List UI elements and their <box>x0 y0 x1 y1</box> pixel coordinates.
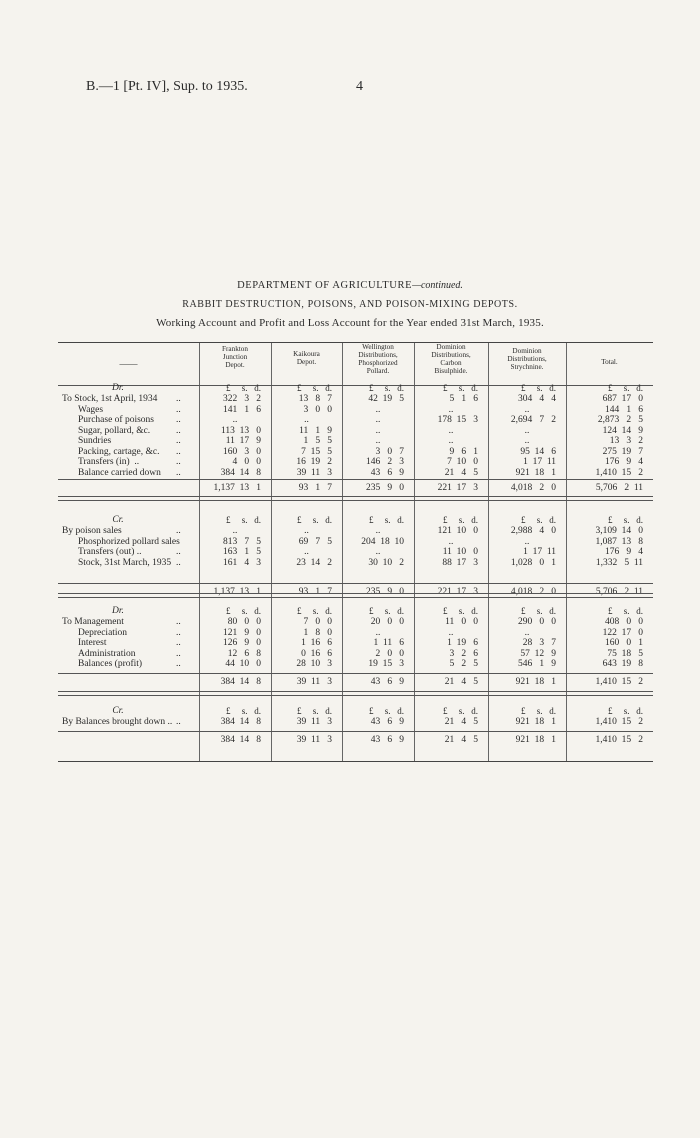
cell-value: 1,410 15 2 <box>595 467 643 478</box>
currency-heading: £ s. d. <box>225 515 261 525</box>
leader-dots: .. <box>176 617 181 627</box>
side-label: Cr. <box>112 515 124 525</box>
cell-value: .. <box>375 547 381 557</box>
cell-value: 121 10 0 <box>437 526 478 536</box>
leader-dots: .. <box>176 404 181 415</box>
cell-value: 121 9 0 <box>223 627 261 638</box>
column-header-line: Pollard. <box>366 367 390 375</box>
row-label: Packing, cartage, &c. <box>78 446 160 457</box>
side-label: Cr. <box>112 706 124 716</box>
cell-value: .. <box>232 526 238 536</box>
currency-heading: £ s. d. <box>442 606 478 616</box>
cell-value: 1 17 11 <box>523 547 556 557</box>
column-header-line: Junction <box>222 353 248 361</box>
cell-value: .. <box>375 436 381 446</box>
cell-value: .. <box>304 526 309 536</box>
currency-heading: £ s. d. <box>520 706 556 716</box>
cell-value: 161 4 3 <box>223 557 261 568</box>
column-header-line: Kaikoura <box>293 350 320 358</box>
column-header-c6 <box>566 358 653 366</box>
cell-value: 39 11 3 <box>296 467 332 478</box>
row-label: Administration <box>78 648 136 659</box>
total-value: 21 4 5 <box>444 677 478 687</box>
row-label: Depreciation <box>78 627 128 638</box>
cell-value: 11 10 0 <box>442 547 478 557</box>
section-title: RABBIT DESTRUCTION, POISONS, AND POISON-MIXING DEPOTS. <box>182 299 518 310</box>
cell-value: 113 13 0 <box>220 425 261 436</box>
cell-value: .. <box>304 547 309 557</box>
column-header-line: Total. <box>601 358 618 366</box>
cell-value: .. <box>524 404 530 415</box>
leader-dots: .. <box>176 717 181 727</box>
total-value: 1,137 13 1 <box>213 587 261 597</box>
cell-value: 5 2 5 <box>449 659 478 669</box>
cell-value: .. <box>524 536 530 547</box>
cell-value: 384 14 8 <box>220 717 261 727</box>
account-title: Working Account and Profit and Loss Account for the Year ended 31st March, 1935. <box>156 317 544 329</box>
total-value: 5,706 2 11 <box>595 587 643 597</box>
title-block <box>0 280 700 329</box>
cell-value: 20 0 0 <box>370 617 404 627</box>
cell-value: 163 1 5 <box>223 547 261 557</box>
column-header-line: Strychnine. <box>510 363 544 371</box>
row-label: To Management <box>62 617 124 627</box>
leader-dots: .. <box>176 547 181 557</box>
cell-value: 57 12 9 <box>520 648 556 659</box>
cell-value: 813 7 5 <box>223 536 261 547</box>
leader-dots: .. <box>176 526 181 536</box>
cell-value: 1,410 15 2 <box>595 717 643 727</box>
cell-value: 16 19 2 <box>296 457 332 467</box>
row-label: Phosphorized pollard sales <box>78 536 180 547</box>
cell-value: 12 6 8 <box>227 648 261 659</box>
subtotal-rule <box>58 731 653 732</box>
leader-dots: .. <box>176 457 181 467</box>
currency-heading: £ s. d. <box>296 515 332 525</box>
column-header-line: Dominion <box>512 347 542 355</box>
cell-value: 2,873 2 5 <box>597 415 643 425</box>
cell-value: .. <box>375 526 381 536</box>
column-header-line: Dominion <box>436 343 466 351</box>
total-value: 1,410 15 2 <box>595 735 643 745</box>
cell-value: 7 10 0 <box>447 457 478 467</box>
cell-value: 75 18 5 <box>607 648 643 659</box>
cell-value: .. <box>375 404 381 415</box>
cell-value: 1,028 0 1 <box>510 557 556 568</box>
leader-dots: .. <box>176 557 181 568</box>
currency-heading: £ s. d. <box>368 515 404 525</box>
blank-column-header: —— <box>119 359 138 369</box>
cell-value: 0 16 6 <box>301 648 332 659</box>
total-value: 384 14 8 <box>220 735 261 745</box>
column-header-line: Carbon <box>440 359 462 367</box>
total-value: 39 11 3 <box>296 735 332 745</box>
side-label: Dr. <box>112 606 124 616</box>
cell-value: 144 1 6 <box>605 404 643 415</box>
total-value: 4,018 2 0 <box>510 587 556 597</box>
cell-value: 19 15 3 <box>368 659 404 669</box>
cell-value: .. <box>448 425 454 436</box>
leader-dots: .. <box>176 627 181 638</box>
cell-value: 21 4 5 <box>444 467 478 478</box>
cell-value: .. <box>232 415 238 425</box>
cell-value: 13 3 2 <box>609 436 643 446</box>
subtotal-rule <box>58 673 653 674</box>
row-label: To Stock, 1st April, 1934 <box>62 394 158 404</box>
leader-dots: .. <box>176 446 181 457</box>
cell-value: 23 14 2 <box>296 557 332 568</box>
cell-value: 28 10 3 <box>296 659 332 669</box>
running-head <box>86 79 248 95</box>
total-value: 221 17 3 <box>437 483 478 493</box>
department-title-main: DEPARTMENT OF AGRICULTURE <box>237 280 413 291</box>
total-value: 43 6 9 <box>370 735 404 745</box>
cell-value: 1 16 6 <box>301 638 332 648</box>
currency-heading: £ s. d. <box>442 383 478 393</box>
currency-heading: £ s. d. <box>607 383 643 393</box>
cell-value: 2,694 7 2 <box>510 415 556 425</box>
total-value: 384 14 8 <box>220 677 261 687</box>
cell-value: 42 19 5 <box>368 394 404 404</box>
doc-reference: B.—1 [Pt. IV], Sup. to 1935. <box>86 79 248 94</box>
cell-value: 290 0 0 <box>518 617 556 627</box>
currency-heading: £ s. d. <box>607 606 643 616</box>
cell-value: 2,988 4 0 <box>510 526 556 536</box>
total-value: 5,706 2 11 <box>595 483 643 493</box>
total-value: 93 1 7 <box>298 587 332 597</box>
cell-value: 3 0 7 <box>375 446 404 457</box>
cell-value: .. <box>375 415 381 425</box>
cell-value: 1,087 13 8 <box>595 536 643 547</box>
row-label: Stock, 31st March, 1935 <box>78 557 172 568</box>
section-double-rule <box>58 691 653 696</box>
cell-value: 7 15 5 <box>301 446 332 457</box>
column-header-c2 <box>271 350 342 366</box>
cell-value: 4 0 0 <box>232 457 261 467</box>
cell-value: 204 18 10 <box>361 536 404 547</box>
currency-heading: £ s. d. <box>442 515 478 525</box>
cell-value: 275 19 7 <box>602 446 643 457</box>
total-value: 921 18 1 <box>515 735 556 745</box>
total-value: 4,018 2 0 <box>510 483 556 493</box>
section-double-rule <box>58 593 653 598</box>
cell-value: 921 18 1 <box>515 467 556 478</box>
row-label: Sugar, pollard, &c. <box>78 425 151 436</box>
column-header-line: Distributions, <box>507 355 547 363</box>
cell-value: 21 4 5 <box>444 717 478 727</box>
currency-heading: £ s. d. <box>607 515 643 525</box>
cell-value: 88 17 3 <box>442 557 478 568</box>
cell-value: 3 0 0 <box>303 404 332 415</box>
cell-value: 11 0 0 <box>445 617 478 627</box>
currency-heading: £ s. d. <box>520 383 556 393</box>
cell-value: 160 0 1 <box>605 638 643 648</box>
cell-value: 546 1 9 <box>518 659 556 669</box>
leader-dots: .. <box>176 467 181 478</box>
cell-value: 384 14 8 <box>220 467 261 478</box>
cell-value: 95 14 6 <box>520 446 556 457</box>
cell-value: 9 6 1 <box>449 446 478 457</box>
currency-heading: £ s. d. <box>296 706 332 716</box>
currency-heading: £ s. d. <box>607 706 643 716</box>
currency-heading: £ s. d. <box>368 606 404 616</box>
cell-value: 2 0 0 <box>375 648 404 659</box>
leader-dots: .. <box>176 394 181 404</box>
total-value: 235 9 0 <box>366 587 404 597</box>
department-title <box>0 280 700 291</box>
cell-value: .. <box>448 436 454 446</box>
cell-value: 43 6 9 <box>370 717 404 727</box>
column-header-line: Wellington <box>362 343 394 351</box>
cell-value: 44 10 0 <box>225 659 261 669</box>
cell-value: 30 10 2 <box>368 557 404 568</box>
total-value: 93 1 7 <box>298 483 332 493</box>
account-table <box>58 342 653 762</box>
column-header-c3 <box>342 343 414 375</box>
row-label: By poison sales <box>62 526 122 536</box>
currency-heading: £ s. d. <box>296 383 332 393</box>
cell-value: 11 17 9 <box>225 436 261 446</box>
column-header-line: Frankton <box>222 345 248 353</box>
total-value: 1,137 13 1 <box>213 483 261 493</box>
leader-dots: .. <box>176 425 181 436</box>
currency-heading: £ s. d. <box>520 515 556 525</box>
currency-heading: £ s. d. <box>368 706 404 716</box>
row-label: Balance carried down <box>78 467 161 478</box>
cell-value: 1 8 0 <box>303 627 332 638</box>
cell-value: .. <box>524 425 530 436</box>
subtotal-rule <box>58 479 653 480</box>
cell-value: 304 4 4 <box>518 394 556 404</box>
row-label: By Balances brought down .. <box>62 717 173 727</box>
column-header-c4 <box>414 343 488 375</box>
department-title-continued: —continued. <box>412 280 463 291</box>
subtotal-rule <box>58 583 653 584</box>
cell-value: 122 17 0 <box>602 627 643 638</box>
leader-dots: .. <box>176 638 181 648</box>
cell-value: 1 5 5 <box>303 436 332 446</box>
cell-value: .. <box>448 536 454 547</box>
cell-value: 141 1 6 <box>223 404 261 415</box>
cell-value: 178 15 3 <box>437 415 478 425</box>
cell-value: 921 18 1 <box>515 717 556 727</box>
cell-value: 146 2 3 <box>366 457 404 467</box>
cell-value: 160 3 0 <box>223 446 261 457</box>
row-label: Balances (profit) <box>78 659 143 669</box>
cell-value: 11 1 9 <box>299 425 332 436</box>
column-header-line: Phosphorized <box>358 359 398 367</box>
cell-value: .. <box>375 425 381 436</box>
cell-value: 43 6 9 <box>370 467 404 478</box>
cell-value: 1 19 6 <box>447 638 478 648</box>
currency-heading: £ s. d. <box>225 383 261 393</box>
cell-value: 1 11 6 <box>373 638 404 648</box>
cell-value: 1,332 5 11 <box>595 557 643 568</box>
cell-value: 69 7 5 <box>298 536 332 547</box>
total-value: 221 17 3 <box>437 587 478 597</box>
total-value: 43 6 9 <box>370 677 404 687</box>
leader-dots: .. <box>176 648 181 659</box>
cell-value: 643 19 8 <box>602 659 643 669</box>
cell-value: 176 9 4 <box>605 457 643 467</box>
cell-value: 124 14 9 <box>602 425 643 436</box>
column-header-line: Distributions, <box>431 351 471 359</box>
cell-value: 322 3 2 <box>223 394 261 404</box>
cell-value: 7 0 0 <box>303 617 332 627</box>
column-header-line: Bisulphide. <box>434 367 468 375</box>
column-header-line: Depot. <box>225 361 245 369</box>
row-label: Sundries <box>78 436 112 446</box>
currency-heading: £ s. d. <box>225 606 261 616</box>
column-header-line: Depot. <box>296 358 317 366</box>
row-label: Transfers (in) .. <box>78 457 140 467</box>
page-number: 4 <box>356 79 363 94</box>
cell-value: .. <box>524 627 530 638</box>
currency-heading: £ s. d. <box>296 606 332 616</box>
total-value: 1,410 15 2 <box>595 677 643 687</box>
currency-heading: £ s. d. <box>368 383 404 393</box>
cell-value: 28 3 7 <box>522 638 556 648</box>
cell-value: 1 17 11 <box>523 457 556 467</box>
column-header-c1 <box>199 345 271 369</box>
leader-dots: .. <box>176 659 181 669</box>
total-value: 235 9 0 <box>366 483 404 493</box>
row-label: Transfers (out) .. <box>78 547 142 557</box>
cell-value: .. <box>448 404 454 415</box>
cell-value: 176 9 4 <box>605 547 643 557</box>
cell-value: .. <box>448 627 454 638</box>
currency-heading: £ s. d. <box>225 706 261 716</box>
row-label: Wages <box>78 404 104 415</box>
cell-value: 126 9 0 <box>223 638 261 648</box>
cell-value: .. <box>375 627 381 638</box>
side-label: Dr. <box>112 383 124 393</box>
total-value: 39 11 3 <box>296 677 332 687</box>
row-label: Purchase of poisons <box>78 415 154 425</box>
leader-dots: .. <box>176 415 181 425</box>
cell-value: 39 11 3 <box>296 717 332 727</box>
cell-value: 5 1 6 <box>449 394 478 404</box>
cell-value: 408 0 0 <box>605 617 643 627</box>
cell-value: 687 17 0 <box>602 394 643 404</box>
total-value: 21 4 5 <box>444 735 478 745</box>
currency-heading: £ s. d. <box>520 606 556 616</box>
total-value: 921 18 1 <box>515 677 556 687</box>
cell-value: 3,109 14 0 <box>595 526 643 536</box>
column-header-c5 <box>488 347 566 371</box>
leader-dots: .. <box>176 436 181 446</box>
cell-value: .. <box>524 436 530 446</box>
currency-heading: £ s. d. <box>442 706 478 716</box>
cell-value: 13 8 7 <box>298 394 332 404</box>
cell-value: .. <box>304 415 309 425</box>
column-header-line: Distributions, <box>358 351 398 359</box>
section-double-rule <box>58 496 653 501</box>
cell-value: 80 0 0 <box>227 617 261 627</box>
row-label: Interest <box>78 638 107 648</box>
cell-value: 3 2 6 <box>449 648 478 659</box>
